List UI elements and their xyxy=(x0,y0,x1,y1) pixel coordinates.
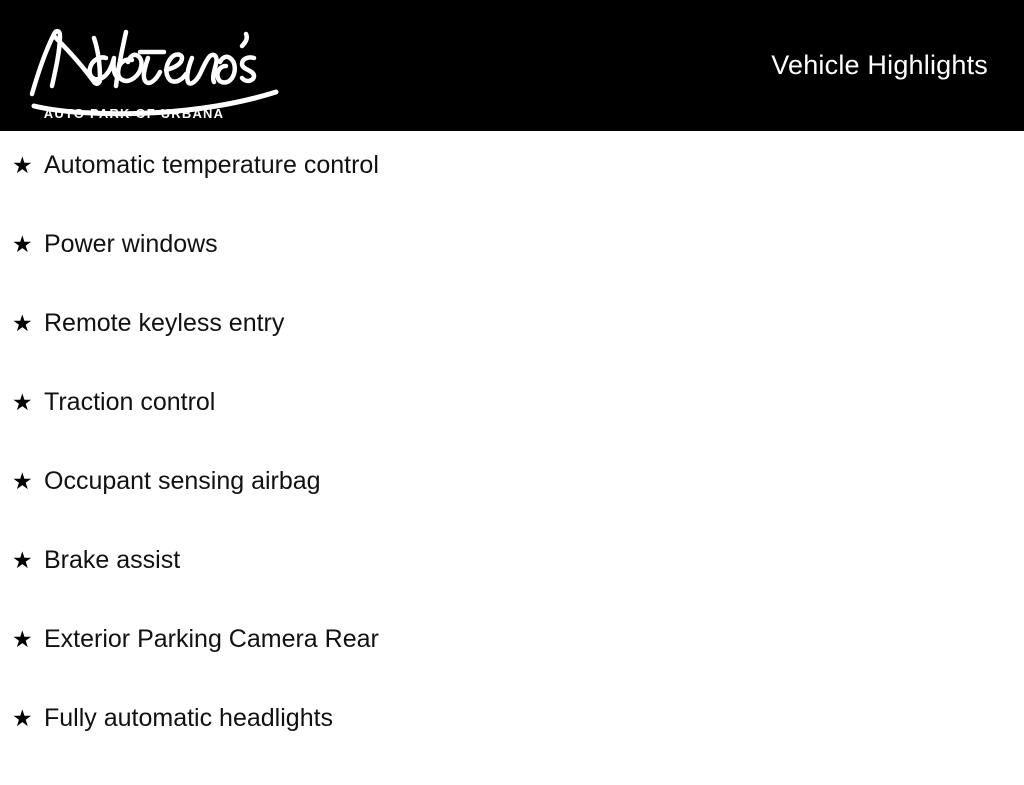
star-icon: ★ xyxy=(12,547,33,573)
list-item xyxy=(0,311,1024,390)
list-item xyxy=(0,627,1024,706)
highlight-label: Exterior Parking Camera Rear xyxy=(44,625,379,653)
napletons-script-logo-icon xyxy=(14,6,314,126)
star-icon: ★ xyxy=(12,389,33,415)
star-icon: ★ xyxy=(12,705,33,731)
highlight-label: Brake assist xyxy=(44,546,181,574)
star-icon: ★ xyxy=(12,626,33,652)
highlight-label: Remote keyless entry xyxy=(44,309,285,337)
page-title: Vehicle Highlights xyxy=(771,50,988,80)
highlight-label: Power windows xyxy=(44,230,218,258)
logo-tagline: AUTO PARK OF URBANA xyxy=(43,105,225,121)
list-item xyxy=(0,548,1024,627)
star-icon: ★ xyxy=(12,468,33,494)
highlight-label: Occupant sensing airbag xyxy=(44,467,321,495)
page-header xyxy=(0,0,1024,131)
star-icon: ★ xyxy=(12,231,33,257)
highlight-label: Automatic temperature control xyxy=(44,151,379,179)
highlight-label: Fully automatic headlights xyxy=(44,704,334,732)
list-item xyxy=(0,232,1024,311)
vehicle-highlights-list xyxy=(0,131,1024,785)
highlight-label: Traction control xyxy=(44,388,216,416)
list-item xyxy=(0,469,1024,548)
star-icon: ★ xyxy=(12,310,33,336)
star-icon: ★ xyxy=(12,152,33,178)
list-item xyxy=(0,153,1024,232)
list-item xyxy=(0,706,1024,785)
dealer-logo xyxy=(14,6,314,126)
list-item xyxy=(0,390,1024,469)
